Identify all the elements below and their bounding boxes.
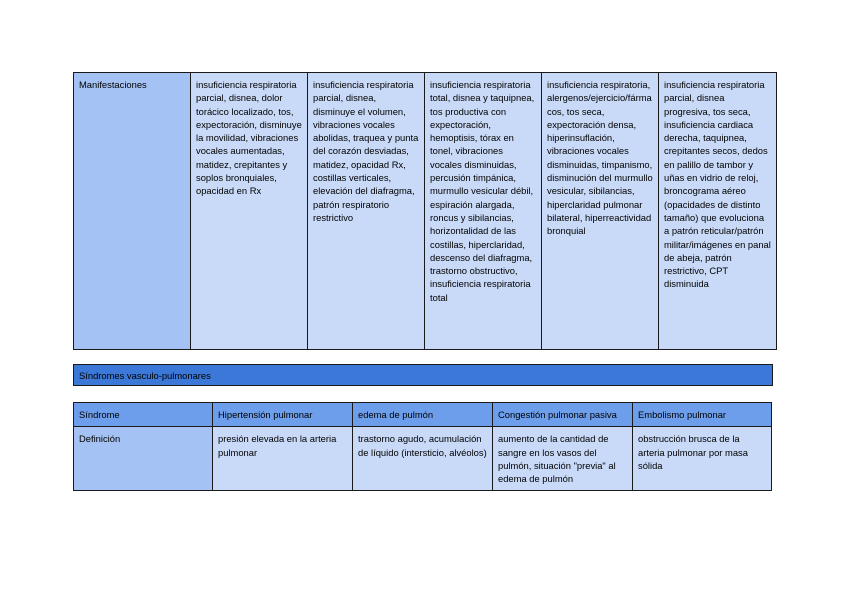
- manifestacion-cell-3: insuficiencia respiratoria total, disnea y taquipnea, tos productiva con expectoración, hemoptisis, tórax en tonel, vibraciones vocales disminuidas, percusión timpánica, murmullo vesicular débil, espiración alargada, roncus y sibilancias, horizontalidad de las costillas, hiperclaridad, descenso del diafragma, trastorno obstructivo, insuficiencia respiratoria total: [425, 73, 542, 350]
- header-edema-de-pulmon: edema de pulmón: [353, 403, 493, 427]
- header-label-sindrome: Síndrome: [74, 403, 213, 427]
- definition-congestion-pulmonar-pasiva: aumento de la cantidad de sangre en los vasos del pulmón, situación "previa" al edema de pulmón: [493, 427, 633, 491]
- definition-edema-de-pulmon: trastorno agudo, acumulación de líquido (intersticio, alvéolos): [353, 427, 493, 491]
- definition-embolismo-pulmonar: obstrucción brusca de la arteria pulmonar por masa sólida: [633, 427, 772, 491]
- table-row: [74, 73, 777, 350]
- row-label-manifestaciones: Manifestaciones: [74, 73, 191, 350]
- section-title-banner: Síndromes vasculo-pulmonares: [73, 364, 773, 386]
- manifestacion-cell-4: insuficiencia respiratoria, alergenos/ejercicio/fármacos, tos seca, expectoración densa, hiperinsuflación, vibraciones vocales disminuidas, timpanismo, disminución del murmullo vesicular, sibilancias, hiperclaridad pulmonar bilateral, hiperreactividad bronquial: [542, 73, 659, 350]
- table-row: [74, 427, 772, 491]
- definition-hipertension-pulmonar: presión elevada en la arteria pulmonar: [213, 427, 353, 491]
- manifestacion-cell-5: insuficiencia respiratoria parcial, disnea progresiva, tos seca, insuficiencia cardiaca derecha, taquipnea, crepitantes secos, dedos en palillo de tambor y uñas en vidrio de reloj, broncograma aéreo (opacidades de distinto tamaño) que evoluciona a patrón reticular/patrón militar/imágenes en panal de abeja, patrón restrictivo, CPT disminuida: [659, 73, 777, 350]
- header-congestion-pulmonar-pasiva: Congestión pulmonar pasiva: [493, 403, 633, 427]
- header-embolismo-pulmonar: Embolismo pulmonar: [633, 403, 772, 427]
- table-header-row: [74, 403, 772, 427]
- header-hipertension-pulmonar: Hipertensión pulmonar: [213, 403, 353, 427]
- manifestacion-cell-2: insuficiencia respiratoria parcial, disnea, disminuye el volumen, vibraciones vocales abolidas, traquea y punta del corazón desviadas, matidez, opacidad Rx, costillas verticales, elevación del diafragma, patrón respiratorio restrictivo: [308, 73, 425, 350]
- manifestacion-cell-1: insuficiencia respiratoria parcial, disnea, dolor torácico localizado, tos, expectoración, disminuye la movilidad, vibraciones vocales aumentadas, matidez, crepitantes y soplos bronquiales, opacidad en Rx: [191, 73, 308, 350]
- manifestaciones-table: [73, 72, 777, 350]
- vascular-syndromes-table: [73, 402, 772, 491]
- row-label-definicion: Definición: [74, 427, 213, 491]
